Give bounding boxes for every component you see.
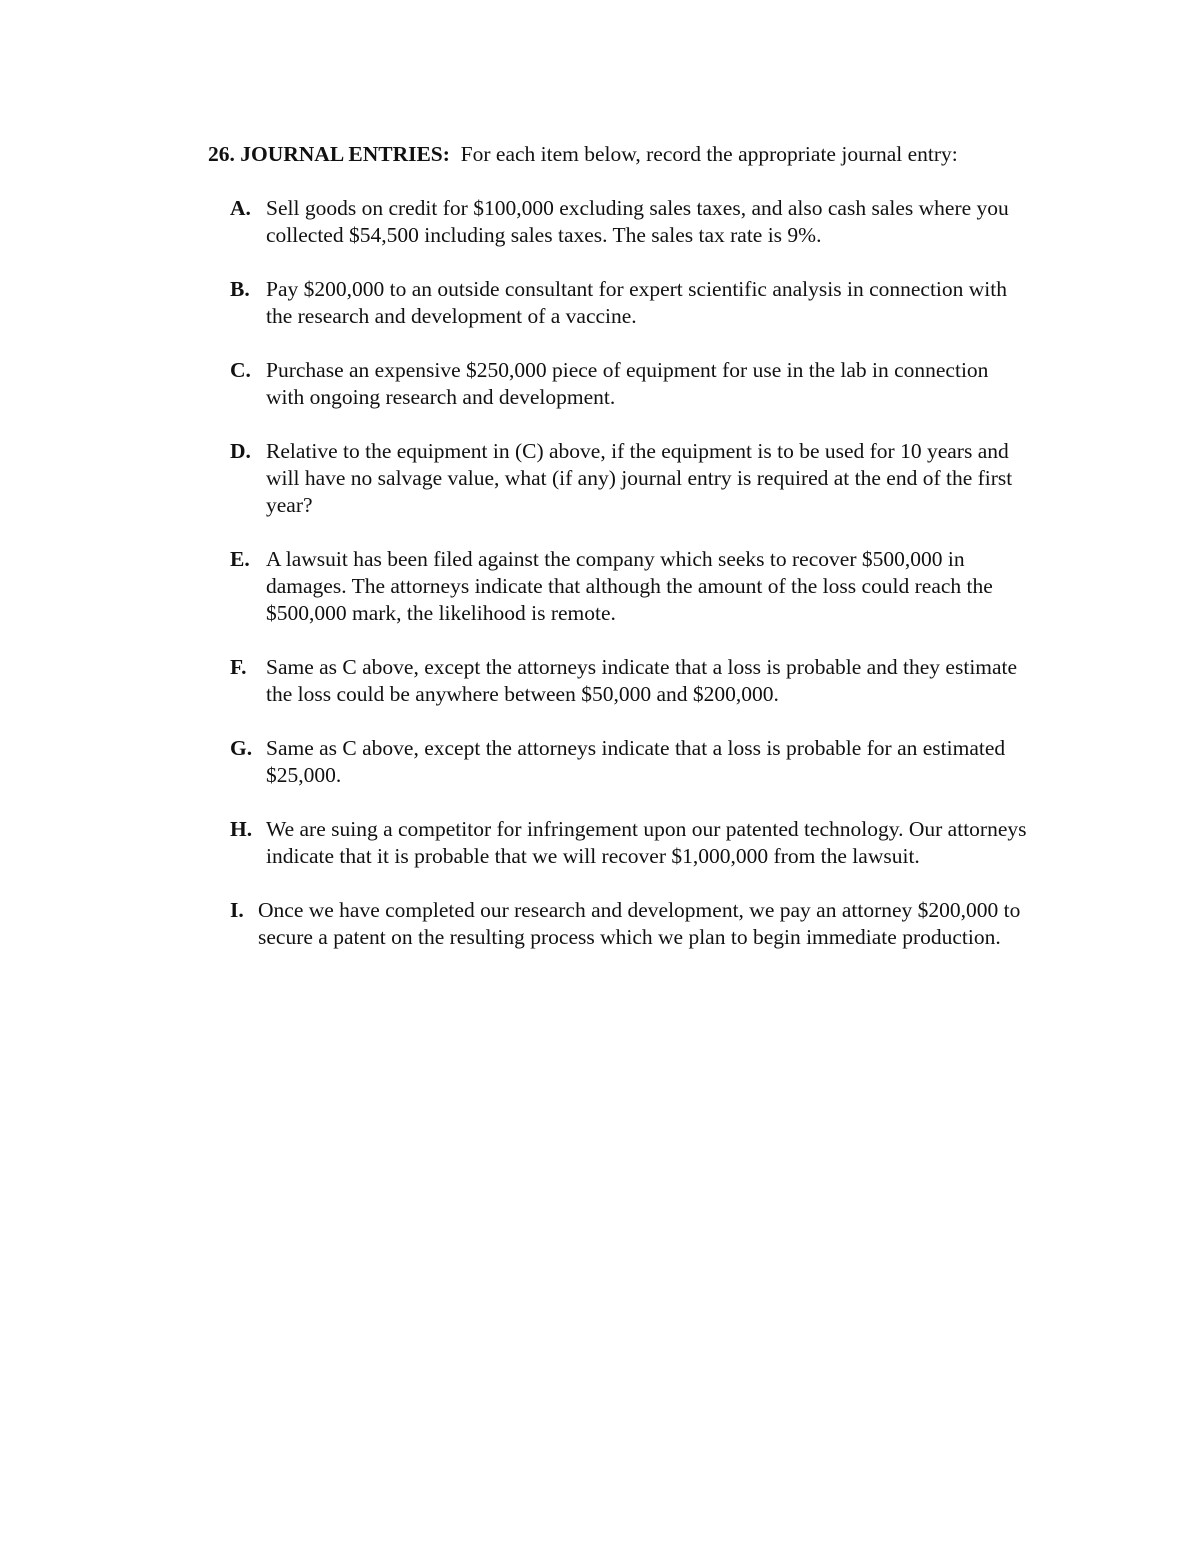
item-text: A lawsuit has been filed against the company which seeks to recover $500,000 in damages. The attorneys indicate that although the amount of the loss could reach the $500,000 mark, the likelihood is remote. bbox=[266, 547, 993, 625]
item-letter: C. bbox=[230, 358, 251, 382]
item-letter: D. bbox=[230, 439, 251, 463]
item-text: We are suing a competitor for infringement upon our patented technology. Our attorneys indicate that it is probable that we will recover $1,000,000 from the lawsuit. bbox=[266, 817, 1027, 868]
item-letter: I. bbox=[230, 898, 244, 922]
question-number: 26. bbox=[208, 142, 235, 166]
list-item-b bbox=[230, 276, 1028, 330]
question-heading bbox=[208, 141, 1028, 168]
list-item-d bbox=[230, 438, 1028, 519]
list-item-c bbox=[230, 357, 1028, 411]
item-text: Pay $200,000 to an outside consultant for expert scientific analysis in connection with the research and development of a vaccine. bbox=[266, 277, 1007, 328]
journal-entry-items bbox=[230, 195, 1028, 951]
list-item-g bbox=[230, 735, 1028, 789]
item-letter: F. bbox=[230, 655, 247, 679]
question-26 bbox=[208, 141, 1028, 978]
item-letter: A. bbox=[230, 196, 251, 220]
question-title: JOURNAL ENTRIES: bbox=[240, 142, 450, 166]
item-text: Sell goods on credit for $100,000 excluding sales taxes, and also cash sales where you collected $54,500 including sales taxes. The sales tax rate is 9%. bbox=[266, 196, 1009, 247]
question-instruction: For each item below, record the appropriate journal entry: bbox=[460, 142, 958, 166]
list-item-i bbox=[230, 897, 1028, 951]
item-text: Same as C above, except the attorneys indicate that a loss is probable and they estimate the loss could be anywhere between $50,000 and $200,000. bbox=[266, 655, 1018, 706]
item-text: Same as C above, except the attorneys indicate that a loss is probable for an estimated $25,000. bbox=[266, 736, 1006, 787]
item-text: Purchase an expensive $250,000 piece of equipment for use in the lab in connection with ongoing research and development. bbox=[266, 358, 989, 409]
item-letter: G. bbox=[230, 736, 253, 760]
item-letter: E. bbox=[230, 547, 250, 571]
item-text: Relative to the equipment in (C) above, if the equipment is to be used for 10 years and will have no salvage value, what (if any) journal entry is required at the end of the first year? bbox=[266, 439, 1013, 517]
item-letter: B. bbox=[230, 277, 250, 301]
list-item-e bbox=[230, 546, 1028, 627]
list-item-a bbox=[230, 195, 1028, 249]
list-item-h bbox=[230, 816, 1028, 870]
item-text: Once we have completed our research and development, we pay an attorney $200,000 to secure a patent on the resulting process which we plan to begin immediate production. bbox=[258, 898, 1021, 949]
list-item-f bbox=[230, 654, 1028, 708]
item-letter: H. bbox=[230, 817, 253, 841]
